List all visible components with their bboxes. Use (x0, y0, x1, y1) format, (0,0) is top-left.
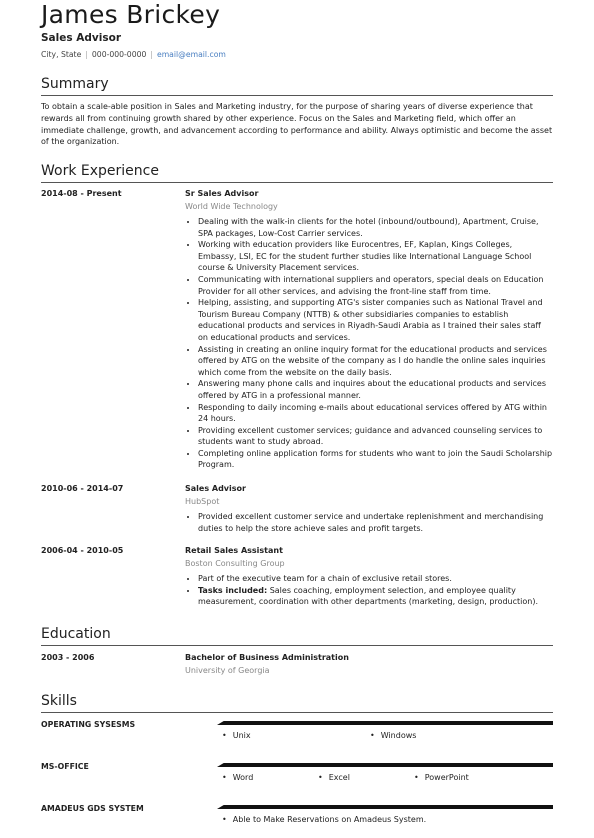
skill-name: AMADEUS GDS SYSTEM (41, 804, 144, 813)
list-item: • Answering many phone calls and inquires about the educational products and services offered by ATG in a professional manner. (198, 378, 553, 401)
skill-item: • Able to Make Reservations on Amadeus System. (222, 815, 426, 824)
section-title-summary: Summary (41, 76, 109, 92)
email-link[interactable]: email@email.com (156, 50, 226, 59)
skill-level-bar (217, 805, 553, 809)
job-dates: 2014-08 - Present (41, 189, 122, 198)
skill-name: MS-OFFICE (41, 762, 89, 771)
tasks-label: Tasks included: (198, 585, 268, 595)
phone: 000-000-0000 (91, 50, 147, 59)
job-entry (185, 189, 553, 471)
list-item: • Working with education providers like Eurocentres, EF, Kaplan, Kings Colleges, Embassy, LSI, EC for the student further studies like International Language School course & University Placement services. (198, 239, 553, 274)
separator: | (85, 50, 88, 59)
skill-level-bar (217, 721, 553, 725)
job-title: Sr Sales Advisor (185, 189, 259, 198)
list-item: • Responding to daily incoming e-mails about educational services offered by ATG within 24 hours. (198, 402, 553, 425)
list-item: • Completing online application forms for students who want to join the Saudi Scholarship Program. (198, 448, 553, 471)
list-item: • Providing excellent customer services; guidance and advanced counseling services to students want to study abroad. (198, 425, 553, 448)
section-divider (41, 712, 553, 713)
list-item (198, 585, 553, 608)
education-entry (185, 653, 553, 680)
job-dates: 2006-04 - 2010-05 (41, 546, 124, 555)
skill-item: • Excel (318, 773, 350, 782)
skill-item: • PowerPoint (414, 773, 469, 782)
skill-item: • Unix (222, 731, 251, 740)
education-dates: 2003 - 2006 (41, 653, 95, 662)
job-company: World Wide Technology (185, 202, 278, 211)
list-item: • Assisting in creating an online inquiry format for the educational products and services offered by ATG on the website of the company as I do handle the online sales inquiries which come from the website on the daily basis. (198, 344, 553, 379)
list-item: • Provided excellent customer service and undertake replenishment and merchandising duties to help the store achieve sales and profit targets. (198, 511, 553, 534)
tasks-text: Sales coaching, employment selection, and employee quality measurement, coordination with other departments (marketing, design, production). (198, 585, 538, 607)
school: University of Georgia (185, 666, 270, 675)
section-divider (41, 645, 553, 646)
list-item: • Communicating with international suppliers and operators, special deals on Education Provider for all other services, and advising the front-line staff from time. (198, 274, 553, 297)
candidate-title: Sales Advisor (41, 32, 122, 44)
section-title-skills: Skills (41, 693, 77, 709)
job-entry (185, 484, 553, 534)
skill-level-bar (217, 763, 553, 767)
job-bullets (185, 573, 553, 608)
candidate-name: James Brickey (41, 0, 221, 29)
skill-item: • Word (222, 773, 253, 782)
job-company: HubSpot (185, 497, 220, 506)
location: City, State (41, 50, 82, 59)
section-divider (41, 95, 553, 96)
skill-item: • Windows (370, 731, 416, 740)
section-title-education: Education (41, 626, 111, 642)
job-dates: 2010-06 - 2014-07 (41, 484, 124, 493)
skill-name: OPERATING SYSESMS (41, 720, 136, 729)
job-title: Retail Sales Assistant (185, 546, 283, 555)
job-entry (185, 546, 553, 608)
job-company: Boston Consulting Group (185, 559, 285, 568)
summary-text: To obtain a scale-able position in Sales and Marketing industry, for the purpose of sharing years of diverse experience that rewards all from continuing growth shared by other experience. Focus on the Sales and Marketing field, which offer an immediate challenge, growth, and advancement according to performance and ability. Always optimistic and become the asset of the organization. (41, 102, 553, 147)
job-bullets (185, 511, 553, 534)
list-item: • Helping, assisting, and supporting ATG's sister companies such as National Travel and Tourism Bureau Company (NTTB) & other subsidiaries companies to establish educational products and services in Riyadh-Saudi Arabia as I trained their sales staff on educational products and services. (198, 297, 553, 343)
list-item: • Part of the executive team for a chain of exclusive retail stores. (198, 573, 553, 585)
separator: | (150, 50, 153, 59)
list-item: • Dealing with the walk-in clients for the hotel (inbound/outbound), Apartment, Cruise, SPA packages, Low-Cost Carrier services. (198, 216, 553, 239)
contact-line (41, 50, 226, 59)
degree: Bachelor of Business Administration (185, 653, 349, 662)
job-bullets (185, 216, 553, 471)
section-divider (41, 182, 553, 183)
section-title-work-experience: Work Experience (41, 163, 159, 179)
job-title: Sales Advisor (185, 484, 246, 493)
